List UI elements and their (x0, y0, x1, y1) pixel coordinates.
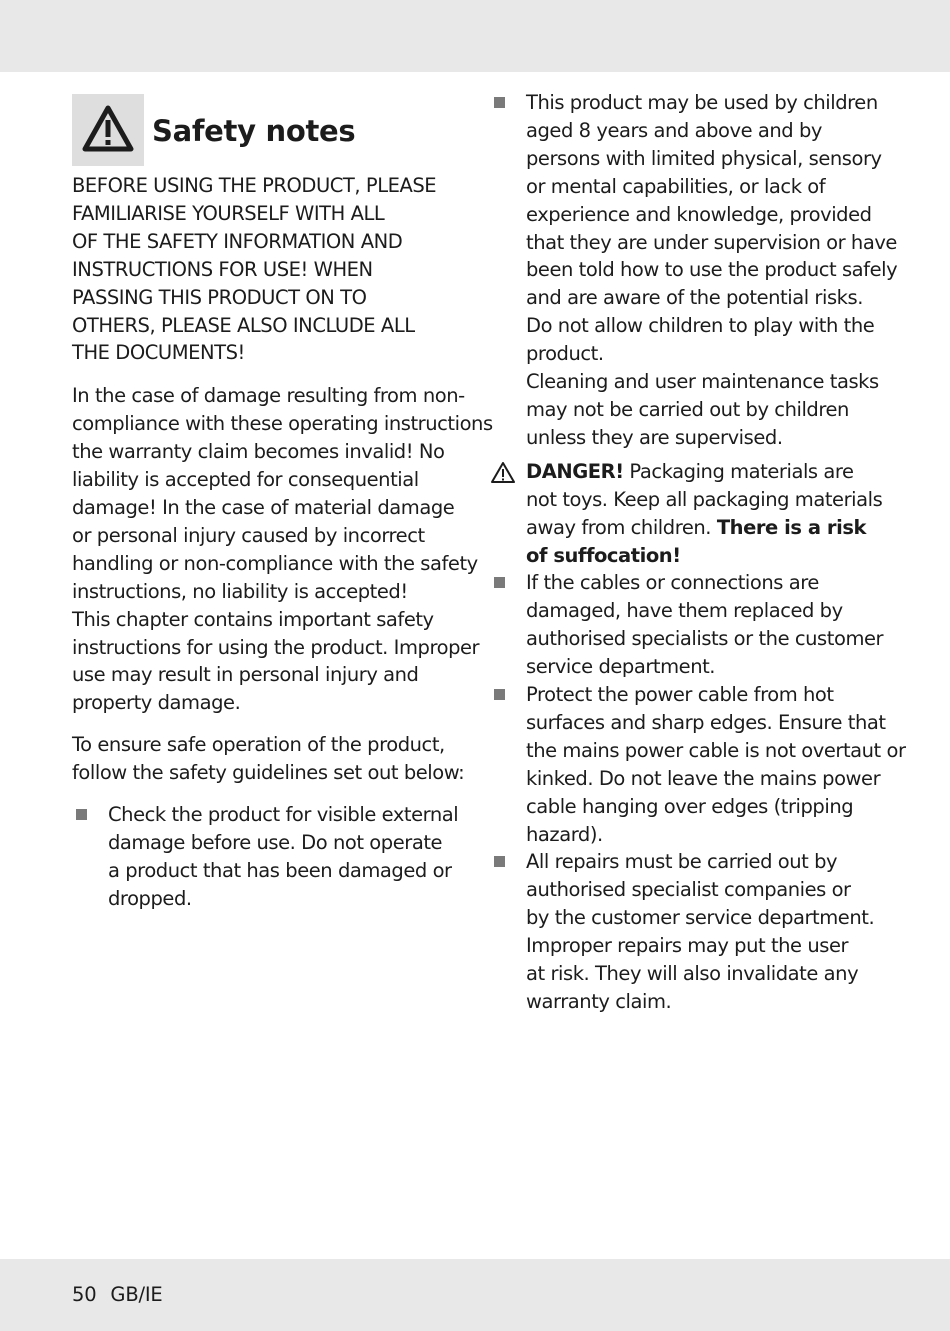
page-title: Safety notes (152, 114, 356, 148)
warning-triangle-icon (490, 461, 516, 485)
right-column (490, 89, 906, 1016)
square-bullet-icon (494, 856, 505, 867)
square-bullet-icon (494, 689, 505, 700)
page-number: 50 (72, 1283, 97, 1306)
square-bullet-icon (494, 577, 505, 588)
bullet-children: This product may be used by children aged 8 years and above and by persons with limited physical, sensory or mental capabilities, or lack of experience and knowledge, provided that they are under supervision or have been told how to use the product safely and are aware of the potential risks. Do not allow children to play with the product. Cleaning and user maintenance tasks may not be carried out by children unless they are supervised. (490, 89, 890, 452)
bullet-repairs: All repairs must be carried out by authorised specialist companies or by the customer service department. Improper repairs may put the user at risk. They will also invalidate any warranty claim. (490, 848, 890, 1015)
square-bullet-icon (494, 97, 505, 108)
heading-warning-box (72, 94, 144, 166)
region-label: GB/IE (110, 1283, 163, 1306)
left-column (72, 172, 493, 913)
danger-label: DANGER! (526, 459, 624, 483)
bullet-check-product: Check the product for visible external damage before use. Do not operate a product that has been damaged or dropped. (72, 801, 462, 913)
warning-triangle-icon (80, 102, 136, 158)
intro-caps: BEFORE USING THE PRODUCT, PLEASE FAMILIARISE YOURSELF WITH ALL OF THE SAFETY INFORMATION AND INSTRUCTIONS FOR USE! WHEN PASSING THIS PRODUCT ON TO OTHERS, PLEASE ALSO INCLUDE ALL THE DOCUMENTS! (72, 174, 437, 365)
bullet-cables: If the cables or connections are damaged, have them replaced by authorised specialists or the customer service department. (490, 569, 890, 681)
bullet-power-cable: Protect the power cable from hot surfaces and sharp edges. Ensure that the mains power cable is not overtaut or kinked. Do not leave the mains power cable hanging over edges (tripping hazard). (490, 681, 890, 848)
top-band (0, 0, 950, 72)
square-bullet-icon (76, 809, 87, 820)
page-footer (72, 1281, 163, 1309)
danger-notice: DANGER! Packaging materials are not toys. Keep all packaging materials away from children. There is a risk of suffocation! (490, 458, 890, 570)
safe-operation-paragraph: To ensure safe operation of the product, follow the safety guidelines set out below: (72, 733, 465, 785)
warranty-paragraph: In the case of damage resulting from non- compliance with these operating instructions the warranty claim becomes invalid! No liability is accepted for consequential damage! In the case of material damage or personal injury caused by incorrect handling or non-compliance with the safety instructions, no liability is accepted! This chapter contains important safety instructions for using the product. Improper use may result in personal injury and property damage. (72, 384, 493, 715)
